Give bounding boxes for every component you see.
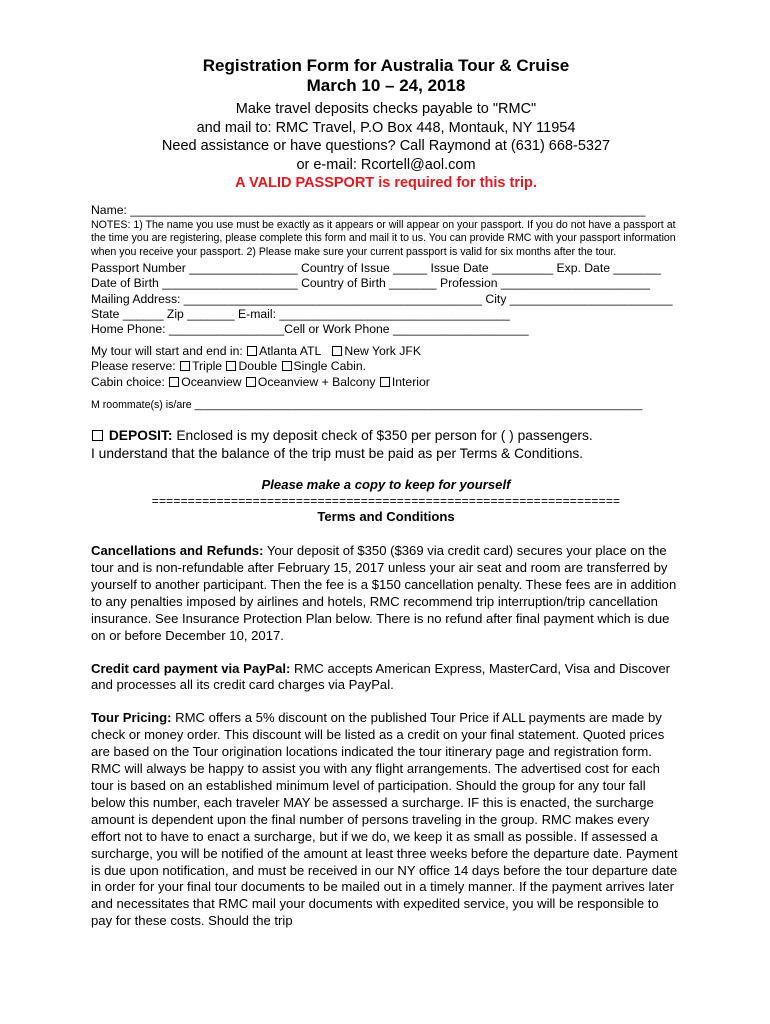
deposit-text: Enclosed is my deposit check of $350 per person for ( ) passengers. — [172, 428, 593, 444]
cancellation-paragraph — [91, 543, 681, 644]
cancellation-text: Your deposit of $350 ($369 via credit card) secures your place on the tour and is non-refundable after February 15, 2017 unless your air seat and room are transferred by yourself to another participant. Then the fee is a $150 cancellation penalty. These fees are in addition to any penalties imposed by airlines and hotels, RMC recommend trip interruption/trip cancellation insurance. See Insurance Protection Plan below. There is no refund after final payment which is due on or before December 10, 2017. — [91, 543, 677, 643]
oceanview-label: Oceanview — [181, 374, 245, 389]
single-label: Single Cabin. — [293, 359, 366, 374]
state-zip-email-field[interactable]: State ______ Zip _______ E-mail: __________________________________ — [91, 306, 510, 321]
reserve-label: Please reserve: — [91, 359, 180, 374]
contact-line-2: and mail to: RMC Travel, P.O Box 448, Montauk, NY 11954 — [196, 119, 576, 136]
title-line-1: Registration Form for Australia Tour & Cruise — [202, 56, 570, 75]
name-field[interactable]: Name: ____________________________________________________________________________ — [91, 202, 646, 217]
tour-pricing-label: Tour Pricing: — [91, 710, 172, 726]
passport-notice: A VALID PASSPORT is required for this trip. — [235, 175, 537, 191]
cabin-label: Cabin choice: — [91, 374, 169, 389]
balance-text: I understand that the balance of the trip must be paid as per Terms & Conditions. — [91, 445, 584, 461]
reserve-row — [91, 359, 681, 374]
atlanta-label: Atlanta ATL — [259, 344, 322, 359]
contact-line-3: Need assistance or have questions? Call Raymond at (631) 668-5327 — [161, 138, 611, 154]
mailing-address-field[interactable]: Mailing Address: ____________________________________________ City ________________________ — [91, 291, 673, 306]
contact-block — [91, 100, 681, 174]
new-york-label: New York JFK — [344, 344, 421, 359]
phone-field[interactable]: Home Phone: _________________Cell or Work Phone ____________________ — [91, 322, 529, 337]
atlanta-checkbox[interactable] — [247, 346, 257, 356]
divider-line: ================================================================= — [151, 494, 621, 509]
oceanview-balcony-label: Oceanview + Balcony — [257, 374, 379, 389]
birth-info-field[interactable]: Date of Birth ____________________ Country of Birth _______ Profession ______________________ — [91, 276, 651, 291]
oceanview-checkbox[interactable] — [169, 377, 179, 387]
cancellation-label: Cancellations and Refunds: — [91, 543, 264, 559]
deposit-checkbox[interactable] — [92, 430, 103, 441]
contact-line-4: or e-mail: Rcortell@aol.com — [296, 156, 476, 173]
tour-start-row — [91, 344, 681, 359]
triple-checkbox[interactable] — [180, 361, 190, 371]
credit-card-text: RMC accepts American Express, MasterCard, Visa and Discover and processes all its credit card charges via PayPal. — [91, 660, 671, 693]
oceanview-balcony-checkbox[interactable] — [246, 377, 256, 387]
single-checkbox[interactable] — [282, 361, 292, 371]
passport-notes: NOTES: 1) The name you use must be exactly as it appears or will appear on your passport. If you do not have a passport at the time you are registering, please complete this form and mail it to us. You can provide RMC with your passport information when you receive your passport. 2) Please make sure your current passport is valid for six months after the tour. — [91, 218, 676, 258]
cabin-row — [91, 375, 681, 390]
contact-line-1: Make travel deposits checks payable to "RMC" — [235, 101, 537, 117]
registration-form-page — [91, 56, 681, 930]
passport-fields — [91, 261, 681, 337]
deposit-row — [91, 427, 681, 445]
form-title — [91, 56, 681, 96]
triple-label: Triple — [192, 359, 226, 374]
credit-card-label: Credit card payment via PayPal: — [91, 660, 291, 676]
deposit-section — [91, 427, 681, 462]
tour-options — [91, 344, 681, 412]
interior-checkbox[interactable] — [380, 377, 390, 387]
terms-heading: Terms and Conditions — [317, 509, 455, 525]
interior-label: Interior — [391, 374, 430, 389]
deposit-label: DEPOSIT: — [108, 428, 173, 444]
roommate-field[interactable]: M roommate(s) is/are ____________________________________________________________________________ — [91, 398, 643, 411]
tour-pricing-text: RMC offers a 5% discount on the published Tour Price if ALL payments are made by check or money order. This discount will be listed as a credit on your final statement. Quoted prices are based on the Tour origination locations indicated the tour itinerary page and registration form. RMC will always be happy to assist you with any flight arrangements. The advertised cost for each tour is based on an established minimum level of participation. Should the group for any tour fall below this number, each traveler MAY be assessed a surcharge. IF this is enacted, the surcharge amount is dependent upon the final number of persons traveling in the group. RMC makes every effort not to have to enact a surcharge, but if we do, we keep it as small as possible. If assessed a surcharge, you will be notified of the amount at least three weeks before the departure date. Payment is due upon notification, and must be received in our NY office 14 days before the tour departure date in order for your final tour documents to be mailed out in a timely manner. If the payment arrives later and necessitates that RMC mail your documents with expedited service, you will be responsible to pay for these costs. Should the trip — [91, 710, 678, 929]
double-checkbox[interactable] — [226, 361, 236, 371]
title-line-2: March 10 – 24, 2018 — [306, 76, 466, 95]
credit-card-paragraph — [91, 661, 681, 695]
double-label: Double — [238, 359, 281, 374]
passport-info-field[interactable]: Passport Number ________________ Country of Issue _____ Issue Date _________ Exp. Date _______ — [91, 261, 661, 276]
copy-note: Please make a copy to keep for yourself — [261, 477, 511, 493]
new-york-checkbox[interactable] — [332, 346, 342, 356]
tour-pricing-paragraph — [91, 710, 681, 930]
tour-start-label: My tour will start and end in: — [91, 344, 247, 359]
